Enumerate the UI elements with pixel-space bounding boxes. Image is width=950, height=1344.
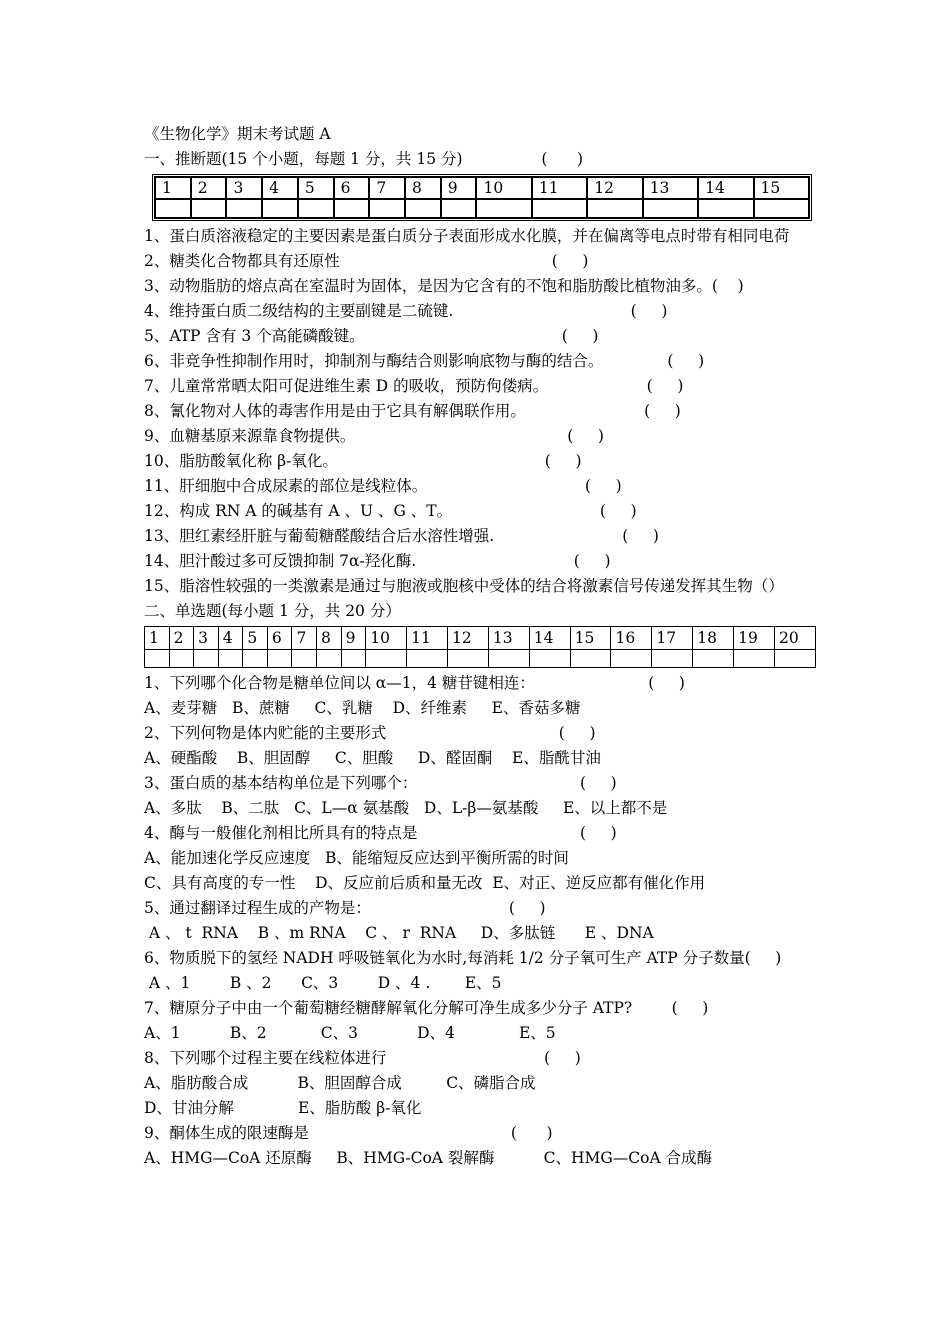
mc-line: 2、下列何物是体内贮能的主要形式 ( ) xyxy=(144,724,596,742)
question-6: 6、非竞争性抑制作用时，抑制剂与酶结合则影响底物与酶的结合。 ( ) xyxy=(144,352,705,370)
answer-cell[interactable] xyxy=(267,650,292,668)
table-cell: 8 xyxy=(317,627,342,650)
answer-cell[interactable] xyxy=(191,199,227,218)
table-row xyxy=(155,177,809,199)
answer-cell[interactable] xyxy=(262,199,298,218)
answer-cell[interactable] xyxy=(488,650,529,668)
answer-cell[interactable] xyxy=(407,650,448,668)
table-cell: 9 xyxy=(341,627,366,650)
answer-cell[interactable] xyxy=(155,199,191,218)
table-cell: 20 xyxy=(774,627,815,650)
answer-cell[interactable] xyxy=(611,650,652,668)
mc-line: 9、酮体生成的限速酶是 ( ) xyxy=(144,1124,553,1142)
answer-cell[interactable] xyxy=(341,650,366,668)
table-cell: 5 xyxy=(298,177,334,199)
table-cell: 10 xyxy=(366,627,407,650)
mc-line: A、1 B、2 C、3 D、4 E、5 xyxy=(144,1024,556,1042)
answer-cell[interactable] xyxy=(226,199,262,218)
table-cell: 14 xyxy=(698,177,753,199)
answer-cell[interactable] xyxy=(587,199,642,218)
table-cell: 2 xyxy=(169,627,194,650)
question-1: 1、蛋白质溶液稳定的主要因素是蛋白质分子表面形成水化膜，并在偏离等电点时带有相同电荷 xyxy=(144,227,790,245)
table-cell: 6 xyxy=(334,177,370,199)
table-cell: 3 xyxy=(194,627,219,650)
mc-line: 3、蛋白质的基本结构单位是下列哪个： ( ) xyxy=(144,774,617,792)
table-cell: 13 xyxy=(643,177,698,199)
answer-cell[interactable] xyxy=(476,199,531,218)
mc-line: A 、1 B 、2 C、3 D 、4 . E、5 xyxy=(144,974,502,992)
answer-cell[interactable] xyxy=(652,650,693,668)
mc-line: 1、下列哪个化合物是糖单位间以 α—1，4 糖苷键相连： ( ) xyxy=(144,674,685,692)
answer-cell[interactable] xyxy=(643,199,698,218)
answer-cell[interactable] xyxy=(243,650,268,668)
table-cell: 9 xyxy=(441,177,477,199)
exam-title: 《生物化学》期末考试题 A xyxy=(144,125,331,143)
mc-line: A、硬酯酸 B、胆固醇 C、胆酸 D、醛固酮 E、脂酰甘油 xyxy=(144,749,601,767)
table-cell: 12 xyxy=(587,177,642,199)
table-cell: 15 xyxy=(754,177,810,199)
answer-cell[interactable] xyxy=(298,199,334,218)
table-cell: 11 xyxy=(532,177,587,199)
question-13: 13、胆红素经肝脏与葡萄糖醛酸结合后水溶性增强. ( ) xyxy=(144,527,659,545)
section2-answer-table xyxy=(144,626,816,668)
table-cell: 8 xyxy=(405,177,441,199)
table-cell: 2 xyxy=(191,177,227,199)
mc-line: D、甘油分解 E、脂肪酸 β-氧化 xyxy=(144,1099,422,1117)
table-cell: 10 xyxy=(476,177,531,199)
table-cell: 3 xyxy=(226,177,262,199)
question-3: 3、动物脂肪的熔点高在室温时为固体，是因为它含有的不饱和脂肪酸比植物油多。( ) xyxy=(144,277,744,295)
answer-cell[interactable] xyxy=(447,650,488,668)
answer-cell[interactable] xyxy=(754,199,810,218)
table-cell: 1 xyxy=(145,627,170,650)
table-cell: 17 xyxy=(652,627,693,650)
answer-cell[interactable] xyxy=(169,650,194,668)
question-9: 9、血糖基原来源靠食物提供。 ( ) xyxy=(144,427,604,445)
section1-heading: 一、推断题(15 个小题，每题 1 分，共 15 分) ( ) xyxy=(144,150,584,168)
mc-line: 7、糖原分子中由一个葡萄糖经糖酵解氧化分解可净生成多少分子 ATP? ( ) xyxy=(144,999,709,1017)
table-cell: 11 xyxy=(407,627,448,650)
section1-answer-table xyxy=(152,174,812,221)
table-cell: 15 xyxy=(570,627,611,650)
table-cell: 19 xyxy=(734,627,775,650)
question-7: 7、儿童常常晒太阳可促进维生素 D 的吸收，预防佝偻病。 ( ) xyxy=(144,377,684,395)
answer-cell[interactable] xyxy=(693,650,734,668)
section2-heading: 二、单选题(每小题 1 分，共 20 分） xyxy=(144,602,401,620)
table-cell: 16 xyxy=(611,627,652,650)
answer-cell[interactable] xyxy=(292,650,317,668)
question-4: 4、维持蛋白质二级结构的主要副键是二硫键. ( ) xyxy=(144,302,668,320)
mc-line: 5、通过翻译过程生成的产物是： ( ) xyxy=(144,899,546,917)
table-cell: 7 xyxy=(292,627,317,650)
table-cell: 5 xyxy=(243,627,268,650)
mc-line: A 、 t RNA B 、m RNA C 、 r RNA D、多肽链 E 、DNA xyxy=(144,924,654,942)
answer-cell[interactable] xyxy=(532,199,587,218)
answer-cell[interactable] xyxy=(734,650,775,668)
mc-line: A、脂肪酸合成 B、胆固醇合成 C、磷脂合成 xyxy=(144,1074,536,1092)
answer-row xyxy=(145,650,816,668)
answer-cell[interactable] xyxy=(366,650,407,668)
answer-cell[interactable] xyxy=(369,199,405,218)
question-5: 5、ATP 含有 3 个高能磷酸键。 ( ) xyxy=(144,327,599,345)
table-cell: 13 xyxy=(488,627,529,650)
answer-cell[interactable] xyxy=(529,650,570,668)
answer-cell[interactable] xyxy=(405,199,441,218)
mc-line: A、麦芽糖 B、蔗糖 C、乳糖 D、纤维素 E、香菇多糖 xyxy=(144,699,581,717)
mc-line: 4、酶与一般催化剂相比所具有的特点是 ( ) xyxy=(144,824,617,842)
question-2: 2、糖类化合物都具有还原性 ( ) xyxy=(144,252,589,270)
answer-cell[interactable] xyxy=(218,650,243,668)
mc-line: A、能加速化学反应速度 B、能缩短反应达到平衡所需的时间 xyxy=(144,849,569,867)
question-14: 14、胆汁酸过多可反馈抑制 7α-羟化酶. ( ) xyxy=(144,552,611,570)
table-cell: 18 xyxy=(693,627,734,650)
exam-page xyxy=(144,122,824,1171)
question-11: 11、肝细胞中合成尿素的部位是线粒体。 ( ) xyxy=(144,477,622,495)
answer-cell[interactable] xyxy=(145,650,170,668)
table-cell: 12 xyxy=(447,627,488,650)
table-row xyxy=(145,627,816,650)
mc-line: A、多肽 B、二肽 C、L—α 氨基酸 D、L-β—氨基酸 E、以上都不是 xyxy=(144,799,668,817)
answer-cell[interactable] xyxy=(441,199,477,218)
question-10: 10、脂肪酸氧化称 β-氧化。 ( ) xyxy=(144,452,582,470)
mc-line: C、具有高度的专一性 D、反应前后质和量无改 E、对正、逆反应都有催化作用 xyxy=(144,874,706,892)
answer-cell[interactable] xyxy=(570,650,611,668)
mc-line: 8、下列哪个过程主要在线粒体进行 ( ) xyxy=(144,1049,581,1067)
table-cell: 7 xyxy=(369,177,405,199)
table-cell: 4 xyxy=(218,627,243,650)
answer-row xyxy=(155,199,809,218)
answer-cell[interactable] xyxy=(698,199,753,218)
answer-cell[interactable] xyxy=(334,199,370,218)
question-15: 15、脂溶性较强的一类激素是通过与胞液或胞核中受体的结合将激素信号传递发挥其生物（） xyxy=(144,577,784,595)
table-cell: 6 xyxy=(267,627,292,650)
table-cell: 4 xyxy=(262,177,298,199)
answer-cell[interactable] xyxy=(774,650,815,668)
answer-cell[interactable] xyxy=(194,650,219,668)
answer-cell[interactable] xyxy=(317,650,342,668)
table-cell: 14 xyxy=(529,627,570,650)
question-8: 8、氰化物对人体的毒害作用是由于它具有解偶联作用。 ( ) xyxy=(144,402,681,420)
question-12: 12、构成 RN A 的碱基有 A 、U 、G 、T。 ( ) xyxy=(144,502,637,520)
table-cell: 1 xyxy=(155,177,191,199)
mc-line: A、HMG—CoA 还原酶 B、HMG-CoA 裂解酶 C、HMG—CoA 合成酶 xyxy=(144,1149,713,1167)
mc-line: 6、物质脱下的氢经 NADH 呼吸链氧化为水时,每消耗 1/2 分子氧可生产 ATP 分子数量( ) xyxy=(144,949,782,967)
